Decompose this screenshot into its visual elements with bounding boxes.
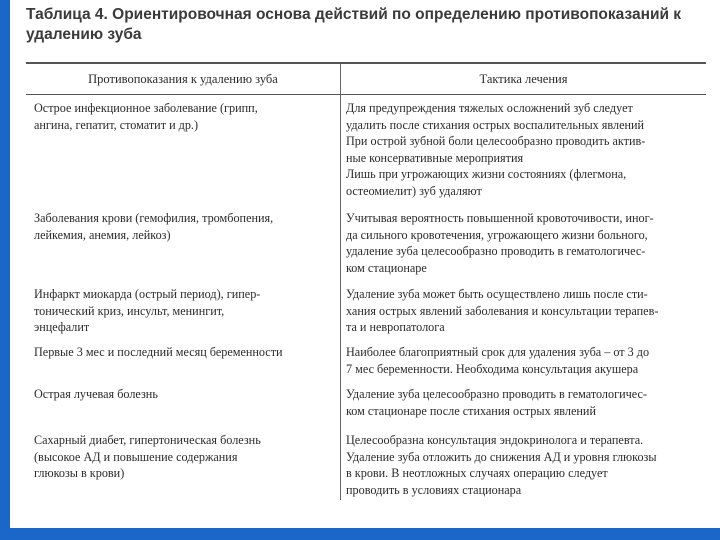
cell-line: При острой зубной боли целесообразно проводить актив- — [346, 134, 646, 148]
header-bottom-rule — [26, 94, 706, 95]
contraindication-cell — [34, 344, 334, 361]
tactic-cell — [346, 432, 702, 498]
cell-line: Удаление зуба отложить до снижения АД и уровня глюкозы — [346, 449, 657, 464]
cell-line: да сильного кровотечения, угрожающего жизни больного, — [346, 227, 648, 242]
tactic-cell — [346, 210, 702, 276]
cell-line: энцефалит — [34, 320, 90, 334]
cell-line: Удаление зуба может быть осуществлено лишь после сти- — [346, 287, 648, 301]
tactic-cell — [346, 386, 702, 419]
cell-line: та и невропатолога — [346, 320, 445, 334]
cell-line: Удаление зуба целесообразно проводить в гематологичес- — [346, 387, 647, 401]
cell-line: глюкозы в крови) — [34, 466, 125, 480]
cell-line: удалить после стихания острых воспалительных явлений — [346, 117, 645, 132]
tactic-cell — [346, 100, 702, 199]
contraindication-cell — [34, 210, 334, 243]
cell-line: лейкемия, анемия, лейкоз) — [34, 227, 171, 242]
cell-line: проводить в условиях стационара — [346, 482, 522, 497]
cell-line: Учитывая вероятность повышенной кровоточивости, иног- — [346, 211, 654, 225]
document-page — [10, 0, 720, 528]
contraindication-cell — [34, 432, 334, 482]
column-divider — [340, 64, 341, 500]
contraindication-cell — [34, 100, 334, 133]
cell-line: Инфаркт миокарда (острый период), гипер- — [34, 287, 261, 301]
cell-line: тонический криз, инсульт, менингит, — [34, 303, 225, 318]
header-tactics: Тактика лечения — [479, 72, 568, 86]
cell-line: Острое инфекционное заболевание (грипп, — [34, 101, 258, 115]
cell-line: Острая лучевая болезнь — [34, 387, 158, 401]
cell-line: Сахарный диабет, гипертоническая болезнь — [34, 433, 261, 447]
header-contraindications: Противопоказания к удалению зуба — [88, 72, 278, 86]
cell-line: Наиболее благоприятный срок для удаления зуба – от 3 до — [346, 345, 650, 359]
tactic-cell — [346, 286, 702, 336]
contraindication-cell — [34, 286, 334, 336]
cell-line: Для предупреждения тяжелых осложнений зуб следует — [346, 101, 633, 115]
cell-line: Лишь при угрожающих жизни состояниях (флегмона, — [346, 167, 627, 181]
cell-line: ные консервативные мероприятия — [346, 150, 524, 165]
cell-line: ангина, гепатит, стоматит и др.) — [34, 117, 199, 132]
cell-line: удаление зуба целесообразно проводить в гематологичес- — [346, 244, 646, 258]
contraindication-cell — [34, 386, 334, 403]
cell-line: хания острых явлений заболевания и консультации терапев- — [346, 303, 659, 318]
cell-line: ком стационаре — [346, 260, 427, 275]
cell-line: в крови. В неотложных случаях операцию следует — [346, 466, 608, 480]
cell-line: (высокое АД и повышение содержания — [34, 449, 238, 464]
table-title-line-1: Таблица 4. Ориентировочная основа действий по определению противопоказаний к — [26, 6, 682, 23]
cell-line: Заболевания крови (гемофилия, тромбопения, — [34, 211, 274, 225]
cell-line: ком стационаре после стихания острых явлений — [346, 403, 596, 418]
cell-line: 7 мес беременности. Необходима консультация акушера — [346, 361, 639, 376]
cell-line: остеомиелит) зуб удаляют — [346, 183, 482, 198]
table-top-rule — [26, 62, 706, 64]
table-title — [26, 5, 706, 45]
table-title-line-2: удалению зуба — [26, 26, 142, 43]
cell-line: Первые 3 мес и последний месяц беременности — [34, 345, 283, 359]
cell-line: Целесообразна консультация эндокринолога и терапевта. — [346, 433, 644, 447]
tactic-cell — [346, 344, 702, 377]
